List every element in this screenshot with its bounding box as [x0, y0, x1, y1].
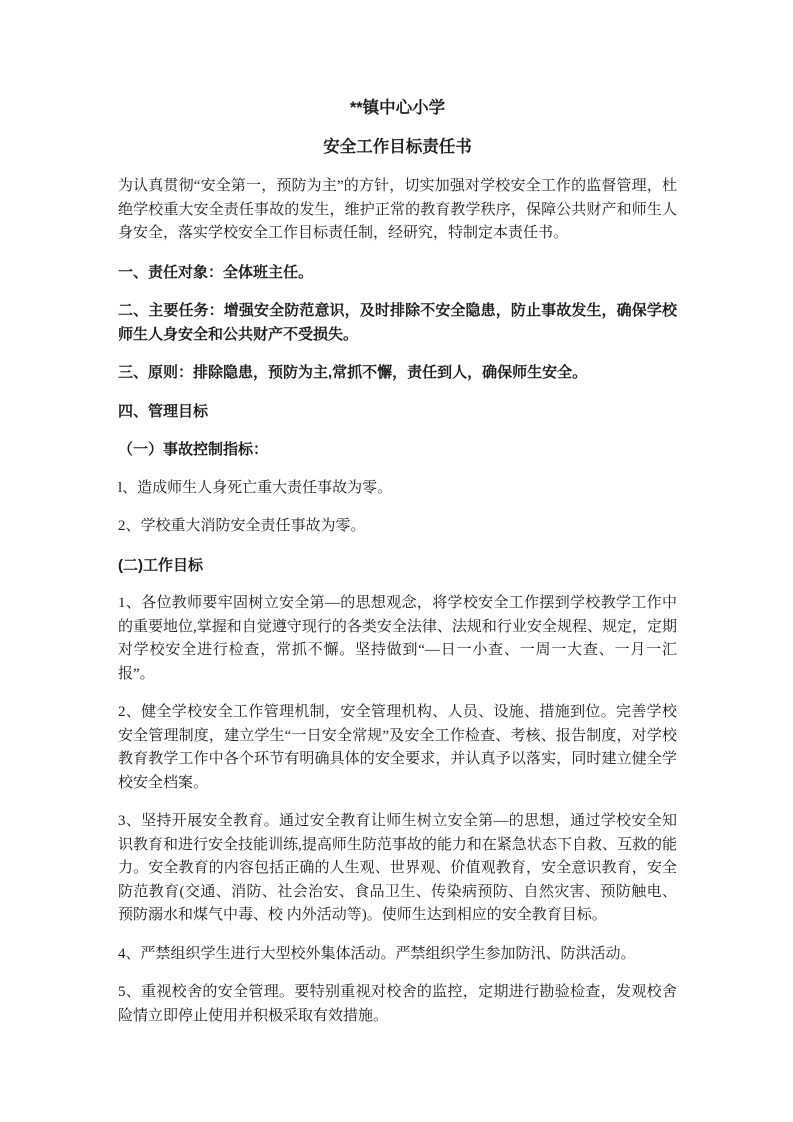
list-item-work-5: 5、重视校舍的安全管理。要特别重视对校舍的监控，定期进行勘验检查，发观校舍险情立即停止使用并积极采取有效措施。: [118, 984, 677, 1024]
document-title: **镇中心小学: [349, 99, 446, 117]
section-heading-management-goals: 四、管理目标: [118, 402, 209, 420]
section-heading-responsibility-target: 一、责任对象：全体班主任。: [118, 263, 314, 281]
intro-paragraph: 为认真贯彻“安全第一，预防为主”的方针，切实加强对学校安全工作的监督管理，杜绝学校重大安全责任事故的发生，维护正常的教育教学秩序，保障公共财产和师生人身安全，落实学校安全工作目标责任制，经研究，特制定本责任书。: [118, 178, 677, 241]
section-heading-main-tasks: 二、主要任务：增强安全防范意识，及时排除不安全隐患，防止事故发生，确保学校师生人身安全和公共财产不受损失。: [118, 302, 677, 343]
subsection-heading-accident-control: （一）事故控制指标：: [118, 441, 269, 458]
list-item-work-2: 2、健全学校安全工作管理机制，安全管理机构、人员、设施、措施到位。完善学校安全管理制度，建立学生“一日安全常规”及安全工作检查、考核、报告制度，对学校教育教学工作中各个环节有明确具体的安全要求，并认真予以落实，同时建立健全学校安全档案。: [118, 704, 677, 791]
list-item-accident-1: l、造成师生人身死亡重大责任事故为零。: [118, 479, 393, 496]
list-item-work-4: 4、严禁组织学生进行大型校外集体活动。严禁组织学生参加防汛、防洪活动。: [118, 945, 636, 962]
subsection-heading-work-goals: (二)工作目标: [118, 556, 203, 574]
list-item-work-3: 3、坚持开展安全教育。通过安全教育让师生树立安全第—的思想，通过学校安全知识教育和进行安全技能训练,提高师生防范事故的能力和在紧急状态下自救、互救的能力。安全教育的内容包括正确的人生观、世界观、价值观教育，安全意识教育，安全防范教育(交通、消防、社会治安、食品卫生、传染病预防、自然灾害、预防触电、预防溺水和煤气中毒、校 内外活动等)。使师生达到相应的安全教育目标。: [118, 813, 677, 923]
document-subtitle: 安全工作目标责任书: [323, 138, 472, 156]
list-item-work-1: 1、各位教师要牢固树立安全第—的思想观念，将学校安全工作摆到学校教学工作中的重要地位,掌握和自觉遵守现行的各类安全法律、法规和行业安全规程、规定，定期对学校安全进行检查，常抓不懈。坚持做到“—日一小查、一周一大查、一月一汇报”。: [118, 595, 677, 682]
section-heading-principles: 三、原则：排除隐患，预防为主,常抓不懈，责任到人，确保师生安全。: [118, 364, 588, 381]
list-item-accident-2: 2、学校重大消防安全责任事故为零。: [118, 518, 366, 534]
